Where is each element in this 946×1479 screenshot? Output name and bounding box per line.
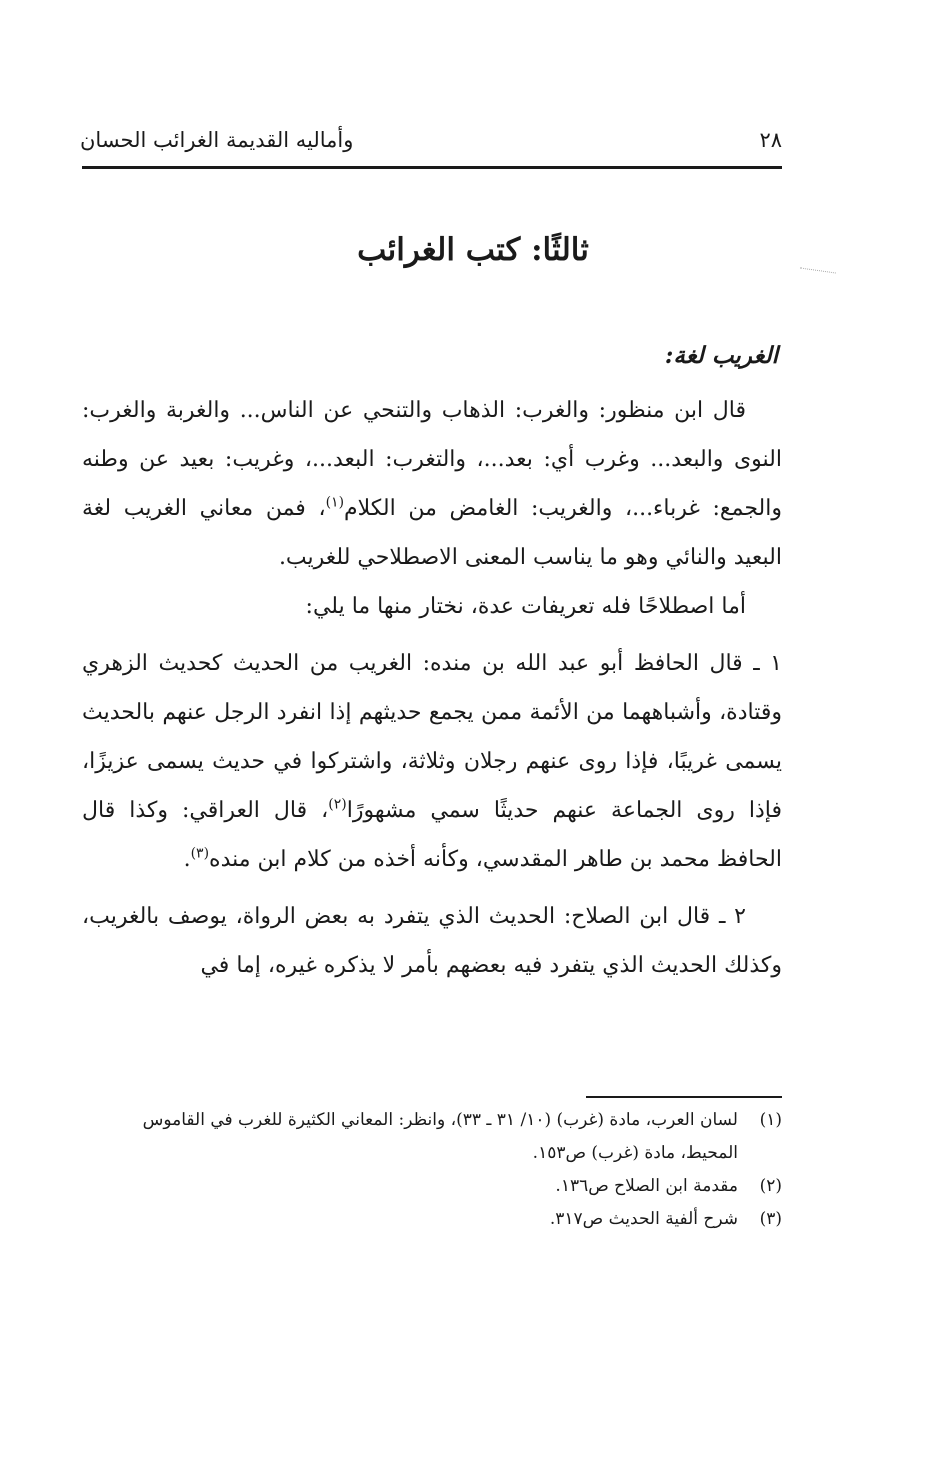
footnote-ref[interactable]: (١) bbox=[325, 494, 345, 511]
footnote-number: (٣) bbox=[759, 1209, 782, 1229]
header-divider bbox=[82, 166, 782, 169]
paragraph bbox=[82, 582, 782, 631]
paragraph-text: ، قال العراقي: وكذا قال الحافظ محمد بن طاهر المقدسي، وكأنه أخذه من كلام ابن منده bbox=[82, 798, 782, 872]
chapter-title: ثالثًا: كتب الغرائب bbox=[357, 232, 589, 268]
page-number: ٢٨ bbox=[759, 128, 782, 152]
paragraph-text: ، فمن معاني الغريب لغة البعيد والنائي وهو ما يناسب المعنى الاصطلاحي للغريب. bbox=[82, 496, 782, 570]
paragraph-text: أما اصطلاحًا فله تعريفات عدة، نختار منها ما يلي: bbox=[305, 594, 746, 619]
paragraph bbox=[82, 639, 782, 884]
paragraph-text: ٢ ـ قال ابن الصلاح: الحديث الذي يتفرد به بعض الرواة، يوصف بالغريب، وكذلك الحديث الذي يتفرد فيه بعضهم بأمر لا يذكره غيره، إما في bbox=[82, 904, 782, 978]
page-header bbox=[80, 128, 782, 158]
running-title: وأماليه القديمة الغرائب الحسان bbox=[80, 128, 354, 152]
footnote bbox=[82, 1203, 782, 1236]
body-text bbox=[82, 386, 782, 990]
paragraph bbox=[82, 386, 782, 582]
footnote-number: (٢) bbox=[759, 1176, 782, 1196]
footnotes bbox=[82, 1104, 782, 1236]
footnote bbox=[82, 1170, 782, 1203]
footnote-text: مقدمة ابن الصلاح ص١٣٦. bbox=[555, 1176, 738, 1196]
footnote-number: (١) bbox=[759, 1110, 782, 1130]
footnote-text: لسان العرب، مادة (غرب) (١٠/ ٣١ ـ ٣٣)، وانظر: المعاني الكثيرة للغرب في القاموس bbox=[142, 1110, 738, 1130]
footnote-text: شرح ألفية الحديث ص٣١٧. bbox=[549, 1209, 738, 1229]
paragraph-text: . bbox=[183, 847, 191, 872]
section-heading: الغريب لغة: bbox=[664, 342, 778, 369]
footnote-continuation bbox=[82, 1137, 782, 1170]
footnote-ref[interactable]: (٣) bbox=[190, 845, 210, 862]
footnote-text: المحيط، مادة (غرب) ص١٥٣. bbox=[532, 1143, 738, 1163]
footnote-divider bbox=[586, 1096, 782, 1098]
scan-speck bbox=[800, 267, 836, 273]
footnote-ref[interactable]: (٢) bbox=[328, 796, 347, 813]
footnote bbox=[82, 1104, 782, 1137]
paragraph-text: قال ابن منظور: والغرب: الذهاب والتنحي عن الناس... والغربة والغرب: النوى والبعد... وغرب أي: بعد...، والتغرب: البعد...، وغريب: بعيد عن وطنه والجمع: غرباء...، والغريب: الغامض من الكلام bbox=[82, 398, 782, 521]
paragraph bbox=[82, 892, 782, 990]
paragraph-text: ١ ـ قال الحافظ أبو عبد الله بن منده: الغريب من الحديث كحديث الزهري وقتادة، وأشباههما من الأئمة ممن يجمع حديثهم إذا انفرد الرجل عنهم بالحديث يسمى غريبًا، فإذا روى عنهم رجلان وثلاثة، واشتركوا في حديث يسمى عزيزًا، فإذا روى الجماعة عنهم حديثًا سمي مشهورًا bbox=[82, 651, 783, 823]
